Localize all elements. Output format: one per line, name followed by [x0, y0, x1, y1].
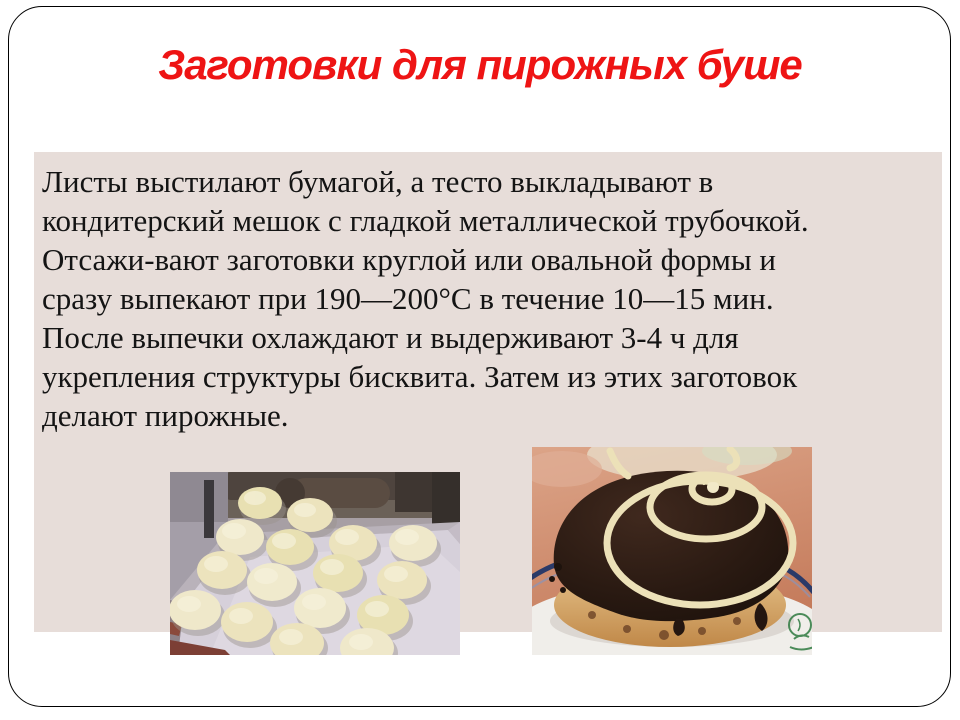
- slide-title: Заготовки для пирожных буше: [158, 41, 802, 88]
- body-text-line: делают пирожные.: [42, 398, 289, 433]
- body-text-line: укрепления структуры бисквита. Затем из этих заготовок: [42, 359, 798, 394]
- body-text-line: сразу выпекают при 190—200°С в течение 10—15 мин.: [42, 281, 774, 316]
- body-text-line: После выпечки охлаждают и выдерживают 3-4 ч для: [42, 320, 739, 355]
- body-text: [42, 162, 809, 435]
- tray-photo: [170, 472, 460, 655]
- pastry-photo: [532, 447, 812, 655]
- body-text-line: кондитерский мешок с гладкой металлической трубочкой.: [42, 203, 809, 238]
- body-text-line: Листы выстилают бумагой, а тесто выкладывают в: [42, 164, 714, 199]
- body-text-line: Отсажи-вают заготовки круглой или овальной формы и: [42, 242, 776, 277]
